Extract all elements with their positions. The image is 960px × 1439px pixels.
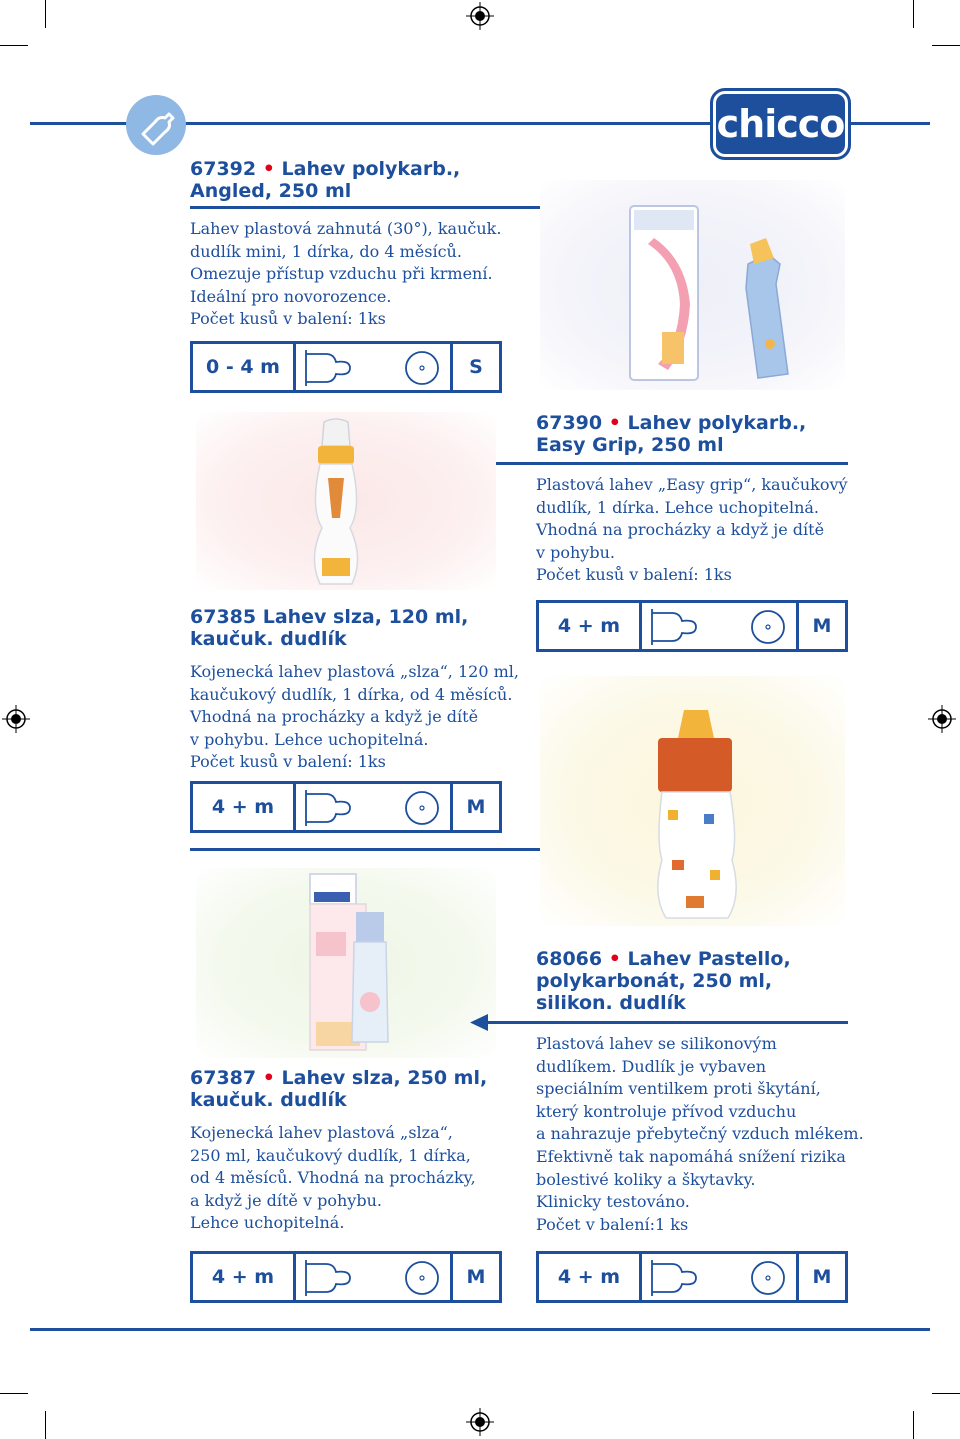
bottle-image <box>652 710 742 920</box>
teat-shape-icon <box>650 609 700 645</box>
flow-hole-icon <box>404 350 440 386</box>
spec-box <box>536 600 848 652</box>
crop-mark <box>913 0 914 28</box>
size-label: M <box>466 796 486 818</box>
pointer-arrow <box>486 1021 848 1024</box>
product-title: 67387 • Lahev slza, 250 ml, kaučuk. dudlík <box>190 1067 488 1111</box>
product-title: 67392 • Lahev polykarb., Angled, 250 ml <box>190 158 461 202</box>
product-photo <box>196 412 496 590</box>
age-range: 4 + m <box>539 603 642 649</box>
registration-mark-icon <box>466 1408 494 1436</box>
registration-mark-icon <box>466 2 494 30</box>
crop-mark <box>0 45 28 46</box>
flow-hole-icon <box>404 1260 440 1296</box>
product-title: 68066 • Lahev Pastello, polykarbonát, 250 ml, silikon. dudlík <box>536 948 791 1014</box>
teat-shape-icon <box>304 1260 354 1296</box>
teat-spec <box>642 1254 799 1300</box>
arrowhead-icon <box>470 1014 488 1031</box>
age-range: 4 + m <box>193 1254 296 1300</box>
spec-box <box>190 781 502 833</box>
flow-hole-icon <box>750 609 786 645</box>
top-rule <box>850 122 930 125</box>
crop-mark <box>913 1411 914 1439</box>
pointer-arrow <box>190 848 552 851</box>
pointer-arrow <box>486 462 848 465</box>
spec-box <box>536 1251 848 1303</box>
teat-shape-icon <box>650 1260 700 1296</box>
bottle-package-image <box>308 872 408 1054</box>
age-range: 4 + m <box>539 1254 642 1300</box>
flow-hole-icon <box>750 1260 786 1296</box>
age-range: 4 + m <box>193 784 296 830</box>
brand-logo: chicco <box>713 91 848 157</box>
top-rule <box>185 122 712 125</box>
registration-mark-icon <box>2 705 30 733</box>
product-title: 67390 • Lahev polykarb., Easy Grip, 250 ml <box>536 412 807 456</box>
teat-spec <box>642 603 799 649</box>
crop-mark <box>932 45 960 46</box>
crop-mark <box>932 1393 960 1394</box>
bottle-image <box>306 418 366 590</box>
size-label: M <box>812 615 832 637</box>
teat-spec <box>296 1254 453 1300</box>
teat-shape-icon <box>304 350 354 386</box>
product-photo <box>540 676 845 926</box>
top-rule <box>30 122 130 125</box>
teat-shape-icon <box>304 790 354 826</box>
crop-mark <box>45 1411 46 1439</box>
product-photo <box>540 180 845 390</box>
product-description: Kojenecká lahev plastová „slza“, 250 ml, kaučukový dudlík, 1 dírka, od 4 měsíců. Vhodná na procházky, a když je dítě v pohybu. Lehce uchopitelná. <box>190 1123 476 1233</box>
age-range: 0 - 4 m <box>193 344 296 390</box>
product-title: 67385 Lahev slza, 120 ml, kaučuk. dudlík <box>190 606 469 650</box>
crop-mark <box>45 0 46 28</box>
spec-box <box>190 341 502 393</box>
product-photo <box>196 868 496 1058</box>
registration-mark-icon <box>928 705 956 733</box>
bottom-rule <box>30 1328 930 1331</box>
product-description: Plastová lahev se silikonovým dudlíkem. Dudlík je vybaven speciálním ventilkem proti škytání, který kontroluje přívod vzduchu a nahrazuje přebytečný vzduch mlékem. Efektivně tak napomáhá snížení rizika bolestivé koliky a škytavky. Klinicky testováno. Počet v balení:1 ks <box>536 1034 864 1234</box>
teat-spec <box>296 344 453 390</box>
bottle-package-image <box>628 204 828 384</box>
product-description: Kojenecká lahev plastová „slza“, 120 ml, kaučukový dudlík, 1 dírka, od 4 měsíců. Vhodná na procházky a když je dítě v pohybu. Lehce uchopitelná. Počet kusů v balení: 1ks <box>190 662 519 772</box>
product-description: Plastová lahev „Easy grip“, kaučukový dudlík, 1 dírka. Lehce uchopitelná. Vhodná na procházky a když je dítě v pohybu. Počet kusů v balení: 1ks <box>536 475 848 585</box>
bottle-badge-icon <box>125 94 187 156</box>
teat-spec <box>296 784 453 830</box>
product-description: Lahev plastová zahnutá (30°), kaučuk. dudlík mini, 1 dírka, do 4 měsíců. Omezuje přístup vzduchu při krmení. Ideální pro novorozence. Počet kusů v balení: 1ks <box>190 219 502 329</box>
pointer-arrow <box>190 206 552 209</box>
flow-hole-icon <box>404 790 440 826</box>
size-label: M <box>812 1266 832 1288</box>
size-label: S <box>469 356 483 378</box>
spec-box <box>190 1251 502 1303</box>
crop-mark <box>0 1393 28 1394</box>
size-label: M <box>466 1266 486 1288</box>
